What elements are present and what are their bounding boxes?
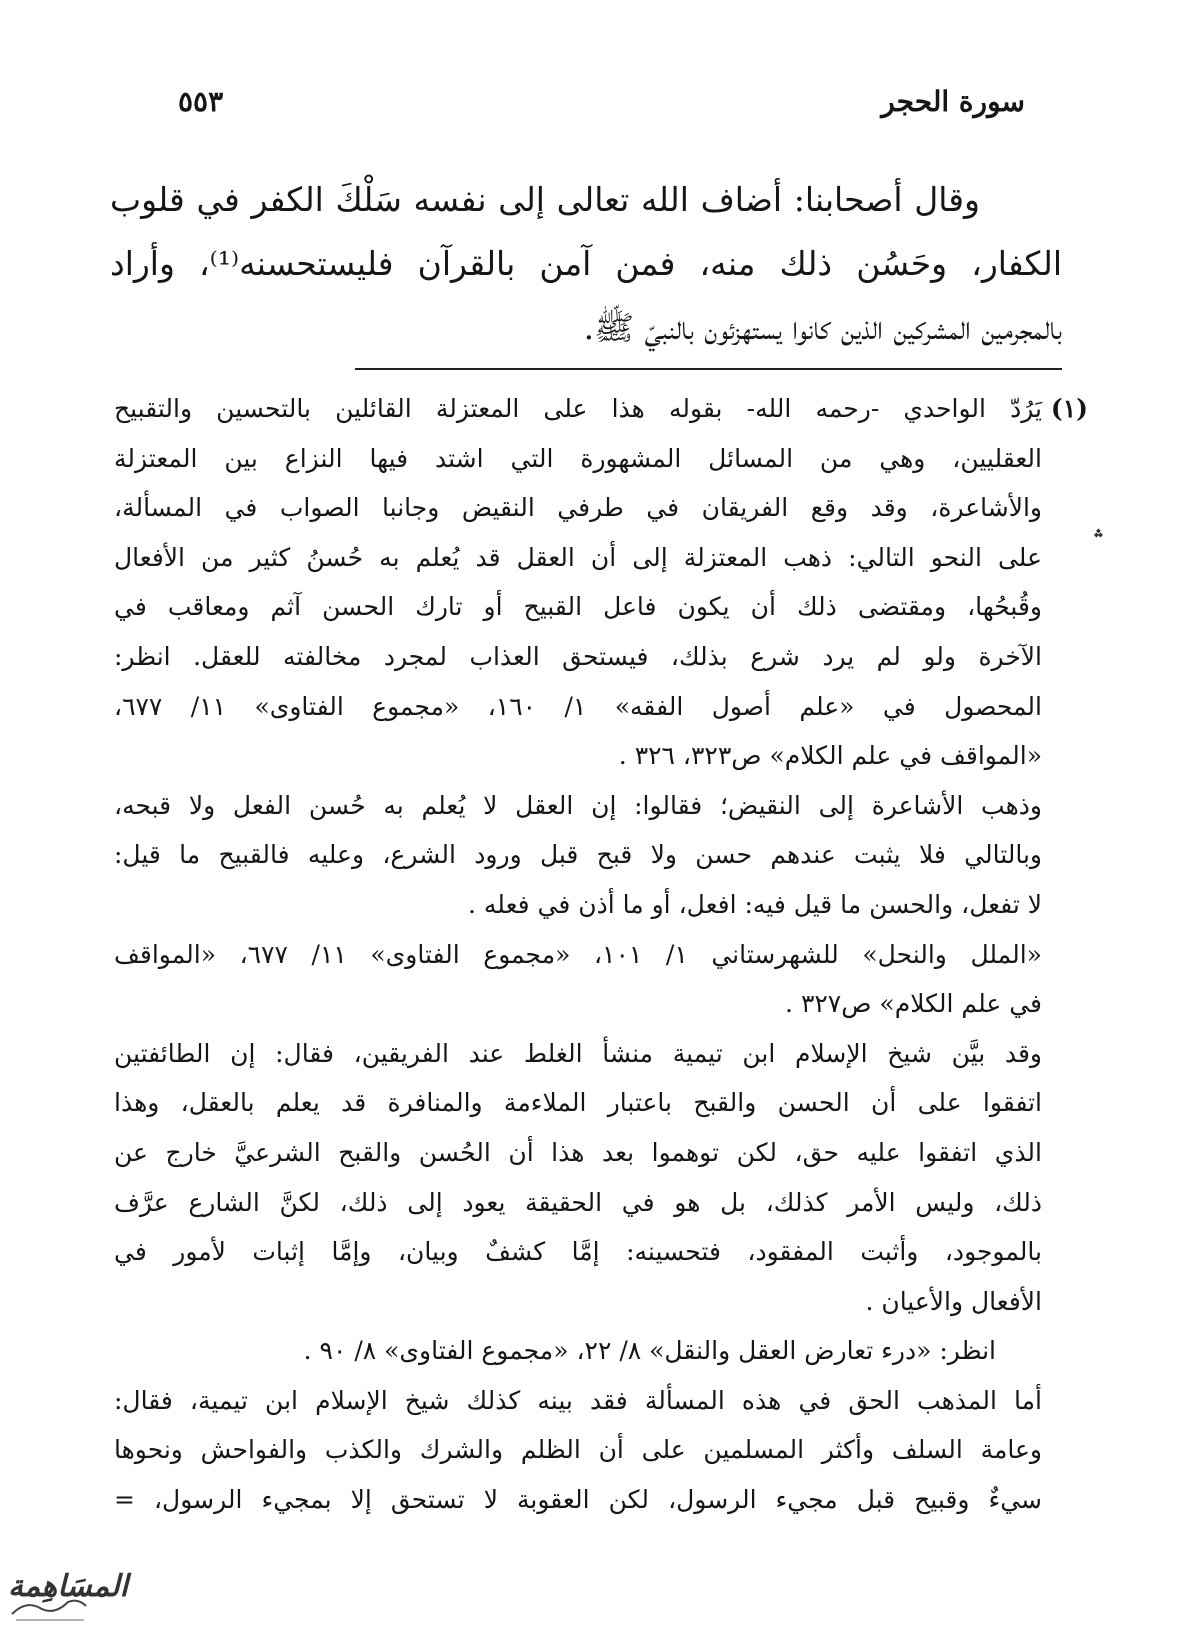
footnote-line: وقد بيَّن شيخ الإسلام ابن تيمية منشأ الغلط عند الفريقين، فقال: إن الطائفتين (114, 1038, 1042, 1068)
footnote-line: اتفقوا على أن الحسن والقبح باعتبار الملاءمة والمنافرة قد يعلم بالعقل، وهذا (114, 1088, 1042, 1118)
main-line: وقال أصحابنا: أضاف الله تعالى إلى نفسه سَلْكَ الكفر في قلوب (110, 180, 980, 219)
page-number: ٥٥٣ (178, 85, 224, 118)
footnote-line: العقليين، وهي من المسائل المشهورة التي اشتد فيها النزاع بين المعتزلة (114, 443, 1042, 473)
footnote-line: الآخرة ولو لم يرد شرع بذلك، فيستحق العذاب لمجرد مخالفته للعقل. انظر: (114, 641, 1042, 671)
footnote-line: انظر: «درء تعارض العقل والنقل» ٨/ ٢٢، «مجموع الفتاوى» ٨/ ٩٠ . (303, 1336, 996, 1366)
footnote-line: لا تفعل، والحسن ما قيل فيه: افعل، أو ما أذن في فعله . (468, 889, 1042, 919)
footnote-line: في علم الكلام» ص٣٢٧ . (785, 989, 1042, 1019)
footnote-line: المحصول في «علم أصول الفقه» ١/ ١٦٠، «مجموع الفتاوى» ١١/ ٦٧٧، (114, 691, 1042, 721)
footnote-line: «المواقف في علم الكلام» ص٣٢٣، ٣٢٦ . (618, 741, 1042, 771)
main-line: الكفار، وحَسُن ذلك منه، فمن آمن بالقرآن فليستحسنه⁽¹⁾، وأراد (110, 244, 1062, 283)
footnote-line: سيءٌ وقبيح قبل مجيء الرسول، لكن العقوبة لا تستحق إلا بمجيء الرسول، = (114, 1485, 1042, 1515)
footnote-line: بالموجود، وأثبت المفقود، فتحسينه: إمَّا كشفٌ وبيان، وإمَّا إثبات لأمور في (114, 1237, 1042, 1267)
footnote-line-text: يَرُدّ الواحدي -رحمه الله- بقوله هذا على المعتزلة القائلين بالتحسين والتقبيح (114, 394, 1042, 423)
footnote-line: وبالتالي فلا يثبت عندهم حسن ولا قبح قبل ورود الشرع، وعليه فالقبيح ما قيل: (114, 840, 1042, 870)
main-text (110, 168, 1062, 360)
margin-mark: ؞ (1092, 528, 1105, 553)
footnote-line: أما المذهب الحق في هذه المسألة فقد بينه كذلك شيخ الإسلام ابن تيمية، فقال: (114, 1385, 1042, 1415)
footnotes (114, 384, 1088, 1525)
stamp-text: المسَاهِمة (8, 1569, 128, 1604)
footnote-line: والأشاعرة، وقد وقع الفريقان في طرفي النقيض وجانبا الصواب في المسألة، (114, 493, 1042, 523)
footnote-line: «الملل والنحل» للشهرستاني ١/ ١٠١، «مجموع الفتاوى» ١١/ ٦٧٧، «المواقف (114, 939, 1042, 969)
footnote-line: وذهب الأشاعرة إلى النقيض؛ فقالوا: إن العقل لا يُعلم به حُسن الفعل ولا قبحه، (114, 790, 1042, 820)
footnote-line: وقُبحُها، ومقتضى ذلك أن يكون فاعل القبيح أو تارك الحسن آثم ومعاقب في (114, 592, 1042, 622)
footnote-number: (١) (1050, 394, 1088, 423)
footnote-line: الذي اتفقوا عليه حق، لكن توهموا بعد هذا أن الحُسن والقبح الشرعيَّ خارج عن (114, 1137, 1042, 1167)
footnote-line: على النحو التالي: ذهب المعتزلة إلى أن العقل قد يُعلم به حُسنُ كثير من الأفعال (114, 542, 1042, 572)
footnote-line: الأفعال والأعيان . (865, 1286, 1042, 1316)
surah-title: سورة الحجر (881, 85, 1025, 118)
footnote-line: وعامة السلف وأكثر المسلمين على أن الظلم والشرك والكذب والفواحش ونحوها (114, 1435, 1042, 1465)
footnote-line: ذلك، وليس الأمر كذلك، بل هو في الحقيقة يعود إلى ذلك، لكنَّ الشارع عرَّف (114, 1187, 1042, 1217)
footnote-line (114, 384, 1088, 434)
footnote-separator (355, 368, 1062, 370)
main-line: بالمجرمين المشركين الذين كانوا يستهزئون بالنبيّ ﷺ. (583, 308, 1062, 347)
